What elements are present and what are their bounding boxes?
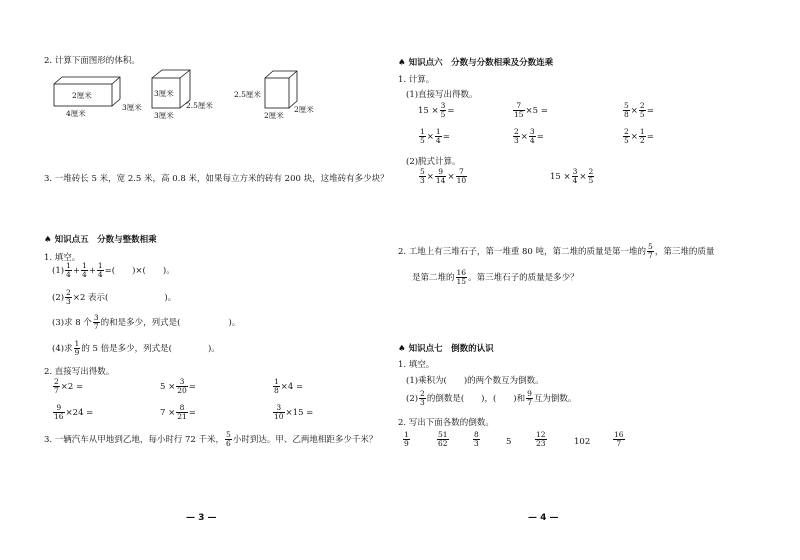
fraction: $\frac{3}{4}$ bbox=[572, 167, 578, 185]
fraction: $\frac{1}{4}$ bbox=[435, 127, 441, 145]
s5-fill-title: 1. 填空。 bbox=[44, 253, 81, 263]
s6-chain-1: $\frac{5}{3}$ × $\frac{9}{14}$ × $\frac{7}{10}$ bbox=[420, 167, 467, 185]
s6-calc-4: $\frac{1}{5}$ × $\frac{1}{4}$ = bbox=[420, 127, 450, 145]
fraction: $\frac{16}{15}$ bbox=[456, 268, 467, 286]
fraction: $\frac{2}{5}$ bbox=[639, 101, 645, 119]
s6-calc-6: $\frac{2}{5}$ × $\frac{1}{2}$ = bbox=[624, 127, 654, 145]
page-number-right: — 4 — bbox=[528, 513, 559, 523]
s6-sub1: (1)直接写出得数。 bbox=[406, 90, 478, 100]
fraction: $\frac{1}{9}$ bbox=[404, 430, 409, 448]
fraction: $\frac{5}{7}$ bbox=[648, 242, 653, 260]
s7-item2: (2) $\frac{2}{3}$ 的倒数是( )，( )和 $\frac{9}{7}$ 互为倒数。 bbox=[406, 389, 577, 407]
s5-calc-1: $\frac{2}{7}$ ×2 = bbox=[54, 377, 84, 395]
fraction: $\frac{2}{3}$ bbox=[514, 127, 519, 145]
volume-question: 2. 计算下面图形的体积。 bbox=[44, 56, 140, 66]
s5-item4: (4)求 $\frac{1}{9}$ 的 5 倍是多少，列式是( )。 bbox=[52, 339, 220, 357]
fraction: $\frac{5}{8}$ bbox=[624, 101, 629, 119]
fraction: $\frac{1}{4}$ bbox=[81, 261, 87, 279]
s5-calc-2: 5 × $\frac{3}{20}$ = bbox=[160, 377, 196, 395]
s5-item2: (2) $\frac{2}{3}$ ×2 表示( )。 bbox=[52, 288, 177, 306]
box1-front-label: 2厘米 bbox=[72, 91, 92, 100]
s5-calc-4: $\frac{9}{16}$ ×24 = bbox=[54, 403, 94, 421]
s6-sub2: (2)脱式计算。 bbox=[406, 157, 461, 167]
spade-icon: ♠ bbox=[398, 58, 406, 68]
fraction: $\frac{9}{16}$ bbox=[54, 403, 64, 421]
cuboid-3 bbox=[265, 71, 297, 108]
car-question: 3. 一辆汽车从甲地到乙地，每小时行 72 千米， $\frac{5}{6}$ 小时到达。甲、乙两地相距多少千米？ bbox=[44, 430, 378, 448]
fraction: $\frac{1}{4}$ bbox=[66, 261, 71, 279]
fraction: $\frac{7}{10}$ bbox=[456, 167, 467, 185]
reciprocal-item-4: 5 bbox=[506, 437, 512, 447]
fraction: $\frac{3}{10}$ bbox=[274, 403, 284, 421]
fraction: $\frac{9}{14}$ bbox=[435, 167, 446, 185]
fraction: $\frac{51}{62}$ bbox=[438, 430, 448, 448]
s7-item1: (1)乘积为( )的两个数互为倒数。 bbox=[406, 376, 544, 386]
s5-calc-3: $\frac{1}{8}$ ×4 = bbox=[274, 377, 304, 395]
s5-calc-title: 2. 直接写出得数。 bbox=[44, 367, 115, 377]
fraction: $\frac{2}{3}$ bbox=[420, 389, 425, 407]
s6-calc-1: 15 × $\frac{3}{5}$ = bbox=[418, 101, 455, 119]
fraction: $\frac{5}{6}$ bbox=[226, 430, 231, 448]
fraction: $\frac{9}{7}$ bbox=[527, 389, 532, 407]
box2-front-label: 3厘米 bbox=[154, 89, 174, 98]
fraction: $\frac{1}{8}$ bbox=[274, 377, 279, 395]
reciprocal-item-2 bbox=[436, 431, 450, 448]
fraction: $\frac{1}{4}$ bbox=[97, 261, 103, 279]
s5-calc-5: 7 × $\frac{8}{21}$ = bbox=[160, 403, 196, 421]
s5-item1: (1) $\frac{1}{4}$ + $\frac{1}{4}$ + $\frac{1}{4}$ =( )×( )。 bbox=[52, 261, 175, 279]
fraction: $\frac{8}{3}$ bbox=[474, 430, 479, 448]
box1-bottom-label: 4厘米 bbox=[66, 109, 86, 118]
fraction: $\frac{2}{7}$ bbox=[54, 377, 59, 395]
section5-title: ♠ 知识点五 分数与整数相乘 bbox=[44, 235, 157, 245]
s7-reciprocal-title: 2. 写出下面各数的倒数。 bbox=[398, 418, 494, 428]
page-number-left: — 3 — bbox=[186, 513, 217, 523]
fraction: $\frac{1}{5}$ bbox=[420, 127, 425, 145]
fraction: $\frac{3}{5}$ bbox=[440, 101, 446, 119]
spade-icon: ♠ bbox=[398, 344, 406, 354]
reciprocal-item-1 bbox=[402, 431, 411, 448]
fraction: $\frac{1}{2}$ bbox=[639, 127, 645, 145]
s6-calc-5: $\frac{2}{3}$ × $\frac{3}{4}$ = bbox=[514, 127, 544, 145]
s5-item3: (3)求 8 个 $\frac{3}{7}$ 的和是多少，列式是( )。 bbox=[52, 313, 241, 331]
stone-question-line1: 2. 工地上有三堆石子，第一堆重 80 吨，第二堆的质量是第一堆的 $\frac{5}{7}$ ，第三堆的质量 bbox=[398, 242, 715, 260]
fraction: $\frac{12}{23}$ bbox=[536, 430, 546, 448]
section7-title: ♠ 知识点七 倒数的认识 bbox=[398, 344, 494, 354]
fraction: $\frac{3}{20}$ bbox=[177, 377, 187, 395]
box1-side-label: 3厘米 bbox=[122, 103, 142, 112]
reciprocal-item-7 bbox=[612, 431, 626, 448]
fraction: $\frac{5}{3}$ bbox=[420, 167, 425, 185]
fraction: $\frac{2}{5}$ bbox=[588, 167, 594, 185]
s6-calc-2: $\frac{7}{15}$ ×5 = bbox=[514, 101, 548, 119]
box3-bottom-label: 2厘米 bbox=[264, 111, 284, 120]
fraction: $\frac{3}{4}$ bbox=[529, 127, 535, 145]
spade-icon: ♠ bbox=[44, 235, 52, 245]
box2-bottom-label: 3厘米 bbox=[154, 111, 174, 120]
cuboid-figures bbox=[40, 66, 330, 122]
fraction: $\frac{2}{3}$ bbox=[66, 288, 71, 306]
s6-calc-title: 1. 计算。 bbox=[398, 75, 435, 85]
reciprocal-item-3 bbox=[472, 431, 481, 448]
box3-left-label: 2.5厘米 bbox=[234, 90, 261, 99]
s5-calc-6: $\frac{3}{10}$ ×15 = bbox=[274, 403, 314, 421]
box2-side-label: 2.5厘米 bbox=[186, 101, 213, 110]
reciprocal-item-6: 102 bbox=[574, 437, 591, 447]
fraction: $\frac{7}{15}$ bbox=[514, 101, 524, 119]
fraction: $\frac{3}{7}$ bbox=[93, 313, 99, 331]
brick-question: 3. 一堆砖长 5 米，宽 2.5 米，高 0.8 米，如果每立方米的砖有 200 块，这堆砖有多少块？ bbox=[44, 174, 389, 184]
fraction: $\frac{16}{7}$ bbox=[614, 430, 624, 448]
section6-title: ♠ 知识点六 分数与分数相乘及分数连乘 bbox=[398, 58, 554, 68]
box3-side-label: 2厘米 bbox=[294, 105, 314, 114]
fraction: $\frac{2}{5}$ bbox=[624, 127, 629, 145]
fraction: $\frac{1}{9}$ bbox=[74, 339, 80, 357]
s6-chain-2: 15 × $\frac{3}{4}$ × $\frac{2}{5}$ bbox=[550, 167, 594, 185]
s7-fill-title: 1. 填空。 bbox=[398, 360, 435, 370]
stone-question-line2: 是第二堆的 $\frac{16}{15}$ 。第三堆石子的质量是多少？ bbox=[412, 268, 579, 286]
fraction: $\frac{8}{21}$ bbox=[177, 403, 187, 421]
reciprocal-item-5 bbox=[534, 431, 548, 448]
s6-calc-3: $\frac{5}{8}$ × $\frac{2}{5}$ = bbox=[624, 101, 654, 119]
